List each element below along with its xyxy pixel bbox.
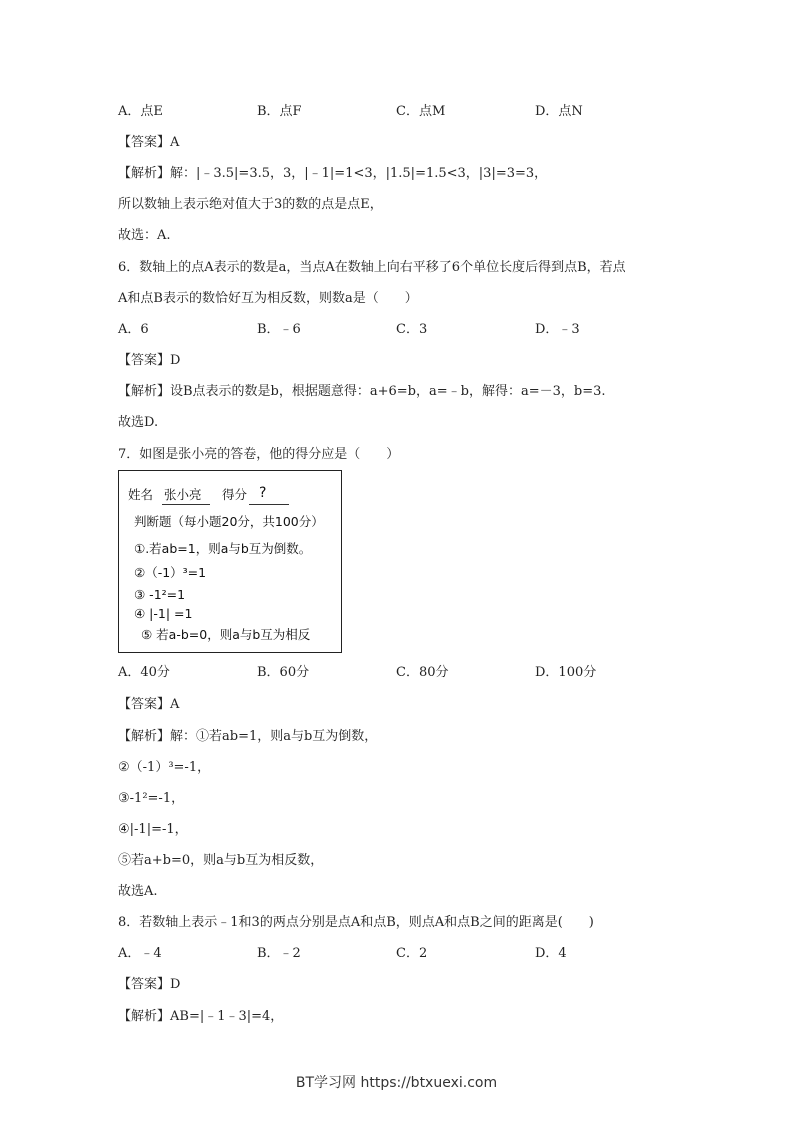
figure-item-1: ①.若ab=1，则a与b互为倒数。 xyxy=(134,541,312,556)
q7-option-a: A．40分 xyxy=(118,665,170,680)
q5-option-d: D．点N xyxy=(535,104,583,119)
figure-item-3: ③ -1²=1 xyxy=(134,587,186,602)
q7-options xyxy=(118,665,678,681)
q6-option-b: B．﹣6 xyxy=(257,322,301,337)
q6-options xyxy=(118,322,678,338)
q8-analysis: 【解析】AB=|﹣1﹣3|=4， xyxy=(118,1009,284,1024)
q7-analysis-line5: ⑤若a+b=0，则a与b互为相反数， xyxy=(118,853,324,868)
q6-answer: 【答案】D xyxy=(118,353,181,368)
q6-question-line2: A和点B表示的数恰好互为相反数，则数a是（ ） xyxy=(118,291,418,306)
q7-analysis-line2: ②（-1）³=-1， xyxy=(118,760,211,775)
q7-conclusion: 故选A. xyxy=(118,884,158,899)
q8-question: 8．若数轴上表示﹣1和3的两点分别是点A和点B，则点A和点B之间的距离是( ) xyxy=(118,915,594,930)
q7-option-c: C．80分 xyxy=(396,665,449,680)
q6-option-a: A．6 xyxy=(118,322,149,337)
q8-answer: 【答案】D xyxy=(118,977,181,992)
q7-question: 7．如图是张小亮的答卷，他的得分应是（ ） xyxy=(118,447,400,462)
q6-option-d: D．﹣3 xyxy=(535,322,580,337)
q8-option-b: B．﹣2 xyxy=(257,946,301,961)
q6-analysis: 【解析】设B点表示的数是b，根据题意得：a+6=b，a=﹣b，解得：a=－3，b=3. xyxy=(118,384,606,399)
figure-item-2: ②（-1）³=1 xyxy=(134,565,207,580)
q7-analysis-line1: 【解析】解：①若ab=1，则a与b互为倒数， xyxy=(118,729,378,744)
q5-option-b: B．点F xyxy=(257,104,302,119)
q8-option-a: A．﹣4 xyxy=(118,946,162,961)
figure-name-label: 姓名 xyxy=(128,487,154,502)
q7-answer: 【答案】A xyxy=(118,697,180,712)
q5-option-a: A．点E xyxy=(118,104,163,119)
figure-item-4: ④ |-1| =1 xyxy=(134,606,193,621)
figure-item-5: ⑤ 若a-b=0，则a与b互为相反 xyxy=(141,627,311,642)
q5-option-c: C．点M xyxy=(396,104,446,119)
q7-analysis-line4: ④|-1|=-1， xyxy=(118,822,188,837)
figure-section-title: 判断题（每小题20分，共100分） xyxy=(134,514,324,529)
figure-score-value: ? xyxy=(259,485,267,501)
q5-options xyxy=(118,104,678,120)
figure-score-label: 得分 xyxy=(222,487,248,502)
q5-analysis-line2: 所以数轴上表示绝对值大于3的数的点是点E， xyxy=(118,197,383,212)
q7-option-d: D．100分 xyxy=(535,665,597,680)
q6-question-line1: 6．数轴上的点A表示的数是a，当点A在数轴上向右平移了6个单位长度后得到点B，若点 xyxy=(118,260,626,275)
page-footer-watermark: BT学习网 https://btxuexi.com xyxy=(295,1075,498,1091)
q7-answer-sheet-figure xyxy=(118,470,342,653)
q6-conclusion: 故选D. xyxy=(118,415,159,430)
figure-score-underline xyxy=(249,504,289,505)
q8-options xyxy=(118,946,678,962)
q7-analysis-line3: ③-1²=-1， xyxy=(118,791,185,806)
q8-option-d: D．4 xyxy=(535,946,567,961)
q8-option-c: C．2 xyxy=(396,946,428,961)
figure-name-underline xyxy=(162,504,210,505)
q5-conclusion: 故选：A. xyxy=(118,228,171,243)
q7-option-b: B．60分 xyxy=(257,665,310,680)
q6-option-c: C．3 xyxy=(396,322,428,337)
q5-answer: 【答案】A xyxy=(118,135,180,150)
figure-name-value: 张小亮 xyxy=(164,487,202,502)
q5-analysis-line1: 【解析】解：|﹣3.5|=3.5，3，|﹣1|=1<3，|1.5|=1.5<3，|3|=3=3， xyxy=(118,166,548,181)
